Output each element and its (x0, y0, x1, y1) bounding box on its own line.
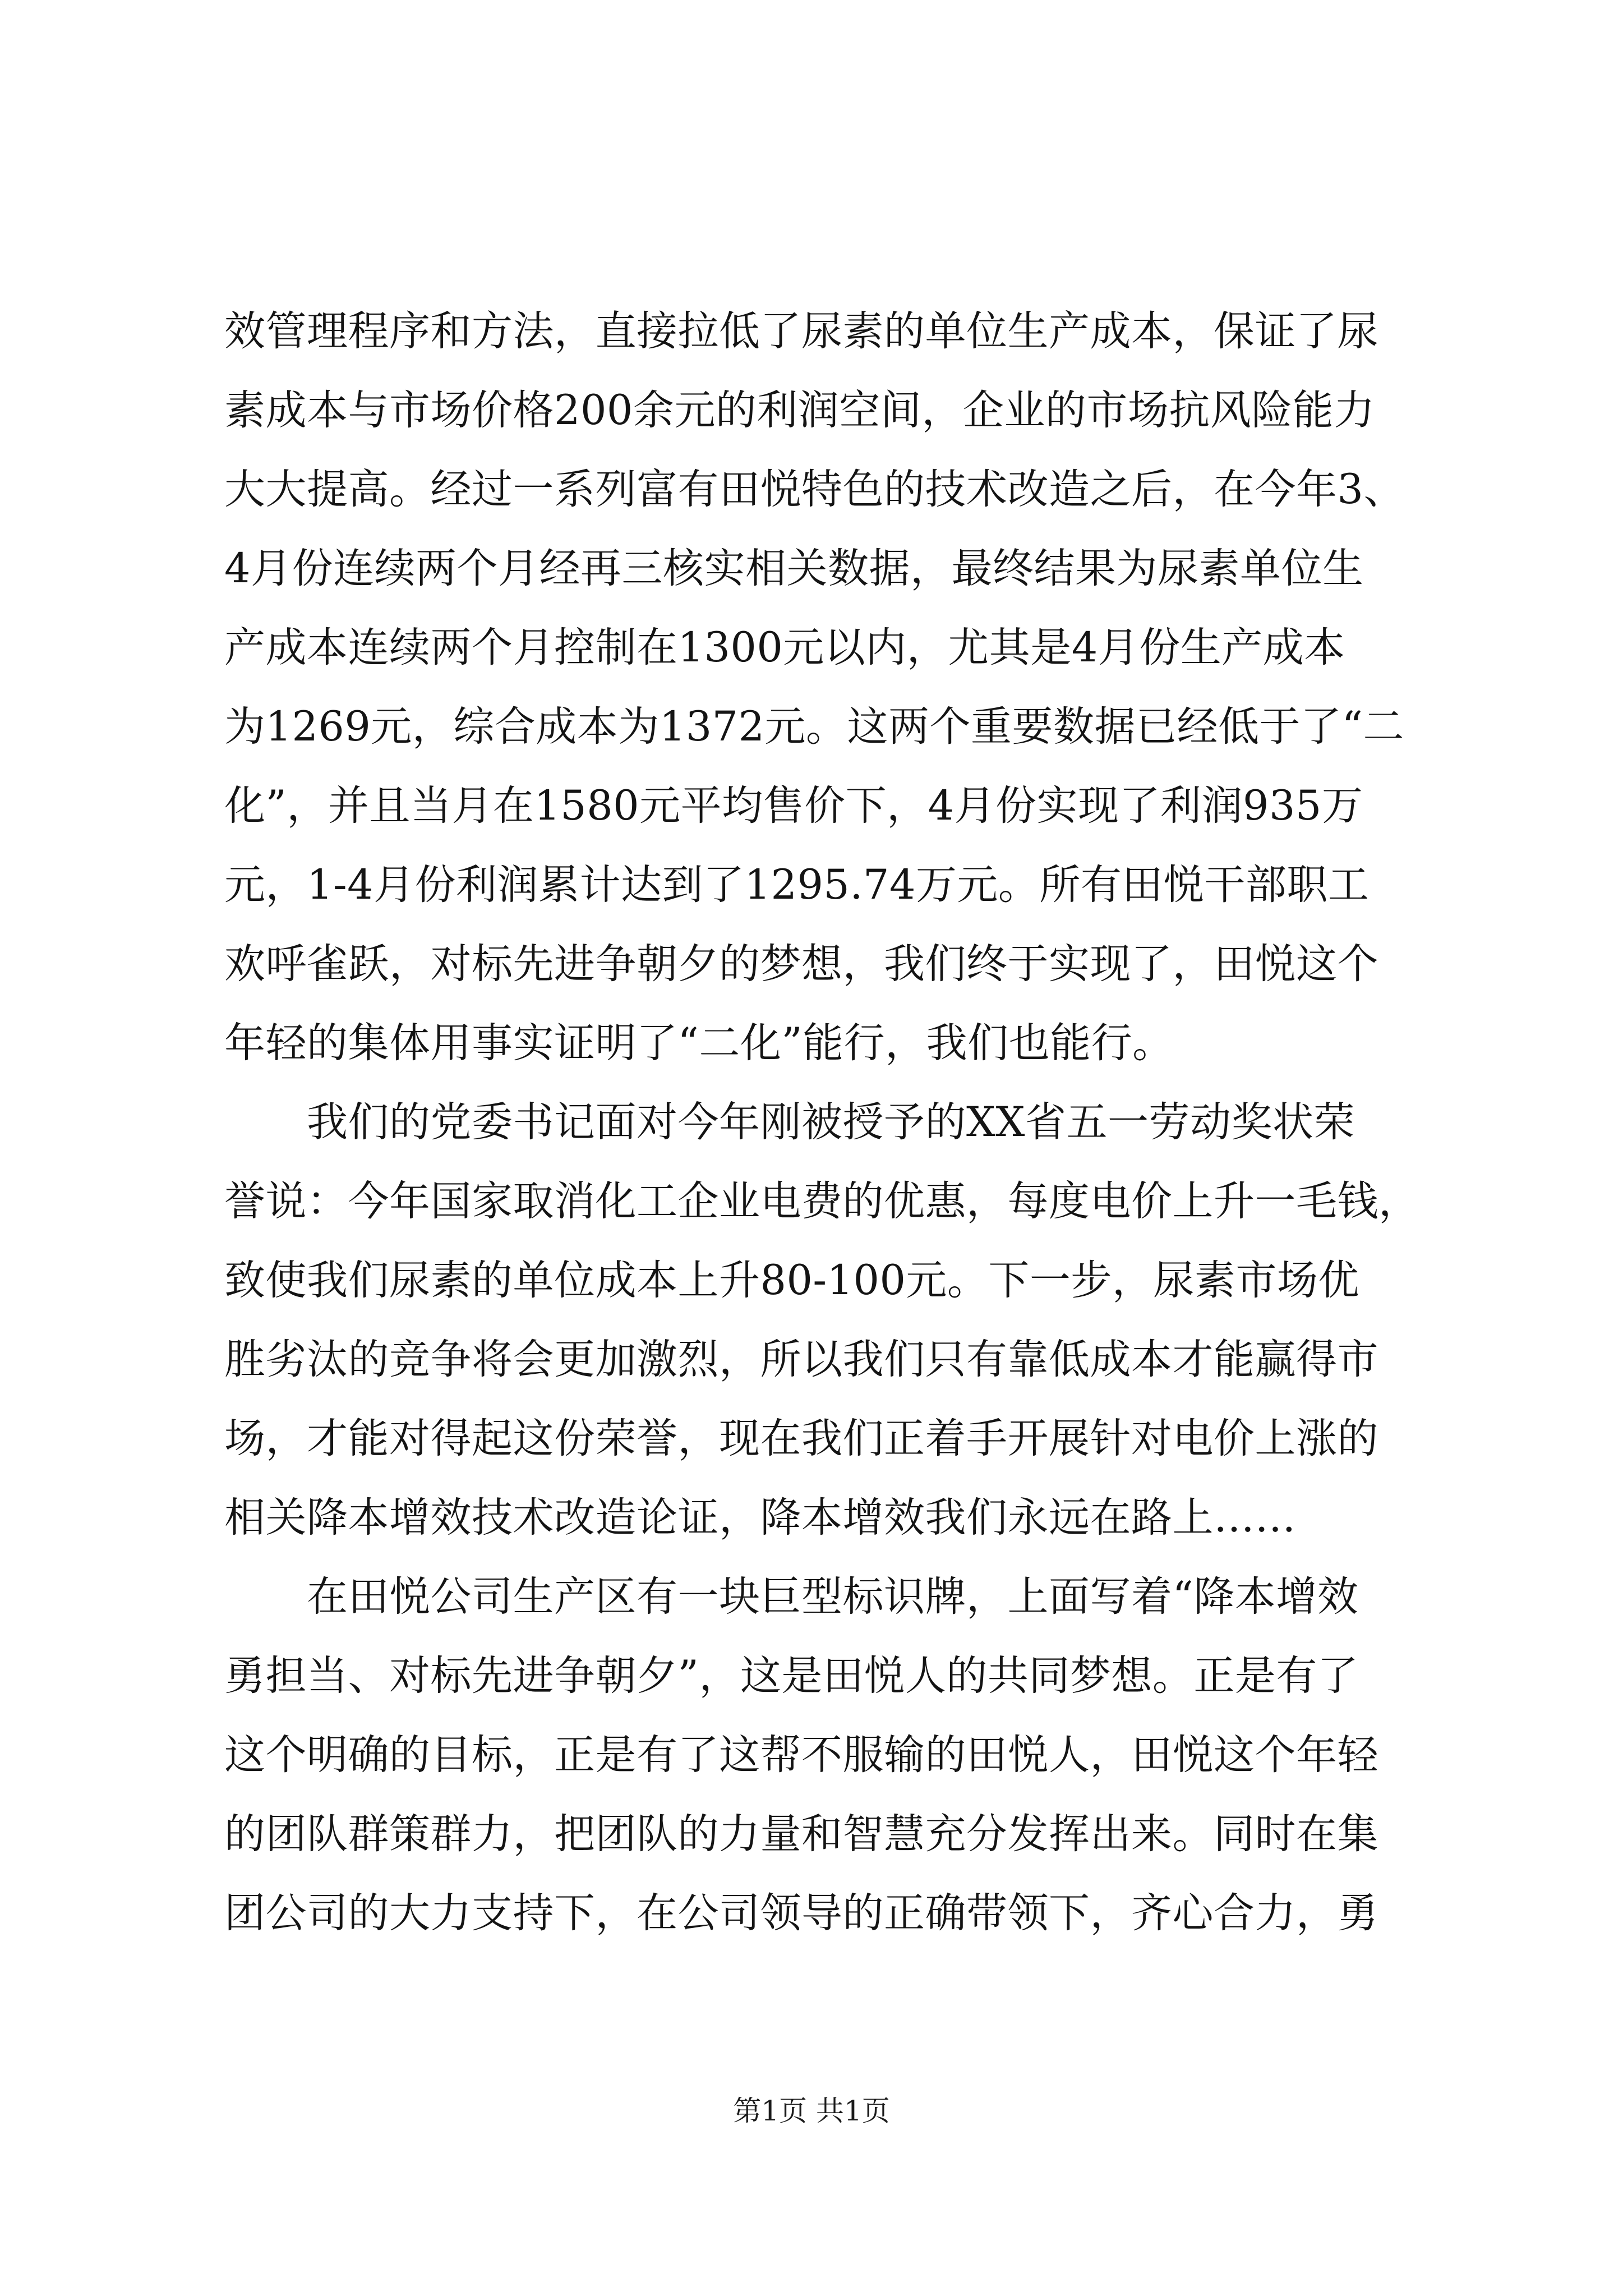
text-line: 这个明确的目标，正是有了这帮不服输的田悦人，田悦这个年轻 (224, 1731, 1378, 1779)
text-line: 场，才能对得起这份荣誉，现在我们正着手开展针对电价上涨的 (224, 1415, 1378, 1462)
text-line: 产成本连续两个月控制在1300元以内，尤其是4月份生产成本 (224, 624, 1345, 671)
text-line: 勇担当、对标先进争朝夕”，这是田悦人的共同梦想。正是有了 (224, 1652, 1359, 1700)
document-body (224, 292, 1438, 1953)
paragraph-3 (224, 1557, 1438, 1953)
text-line: 大大提高。经过一系列富有田悦特色的技术改造之后，在今年3、 (224, 466, 1405, 513)
text-line: 胜劣汰的竞争将会更加激烈，所以我们只有靠低成本才能赢得市 (224, 1336, 1378, 1383)
text-line: 欢呼雀跃，对标先进争朝夕的梦想，我们终于实现了，田悦这个 (224, 940, 1378, 988)
text-line: 素成本与市场价格200余元的利润空间，企业的市场抗风险能力 (224, 386, 1375, 434)
text-line: 为1269元，综合成本为1372元。这两个重要数据已经低于了“二 (224, 703, 1404, 751)
text-line: 的团队群策群力，把团队的力量和智慧充分发挥出来。同时在集 (224, 1810, 1378, 1858)
text-line: 效管理程序和方法，直接拉低了尿素的单位生产成本，保证了尿 (224, 307, 1378, 355)
text-line: 在田悦公司生产区有一块巨型标识牌，上面写着“降本增效 (307, 1573, 1359, 1621)
text-line: 相关降本增效技术改造论证，降本增效我们永远在路上…… (224, 1494, 1296, 1542)
paragraph-2 (224, 1083, 1438, 1557)
text-line: 致使我们尿素的单位成本上升80-100元。下一步，尿素市场优 (224, 1257, 1359, 1304)
text-line: 4月份连续两个月经再三核实相关数据，最终结果为尿素单位生 (224, 545, 1364, 592)
paragraph-1 (224, 292, 1438, 1083)
page-footer: 第1页 共1页 (733, 2095, 890, 2127)
text-line: 我们的党委书记面对今年刚被授予的XX省五一劳动奖状荣 (307, 1098, 1355, 1146)
text-line: 誉说：今年国家取消化工企业电费的优惠，每度电价上升一毛钱， (224, 1177, 1420, 1225)
text-line: 年轻的集体用事实证明了“二化”能行，我们也能行。 (224, 1019, 1174, 1067)
text-line: 团公司的大力支持下，在公司领导的正确带领下，齐心合力，勇 (224, 1889, 1378, 1937)
text-line: 元，1-4月份利润累计达到了1295.74万元。所有田悦干部职工 (224, 861, 1370, 909)
text-line: 化”，并且当月在1580元平均售价下，4月份实现了利润935万 (224, 782, 1363, 830)
